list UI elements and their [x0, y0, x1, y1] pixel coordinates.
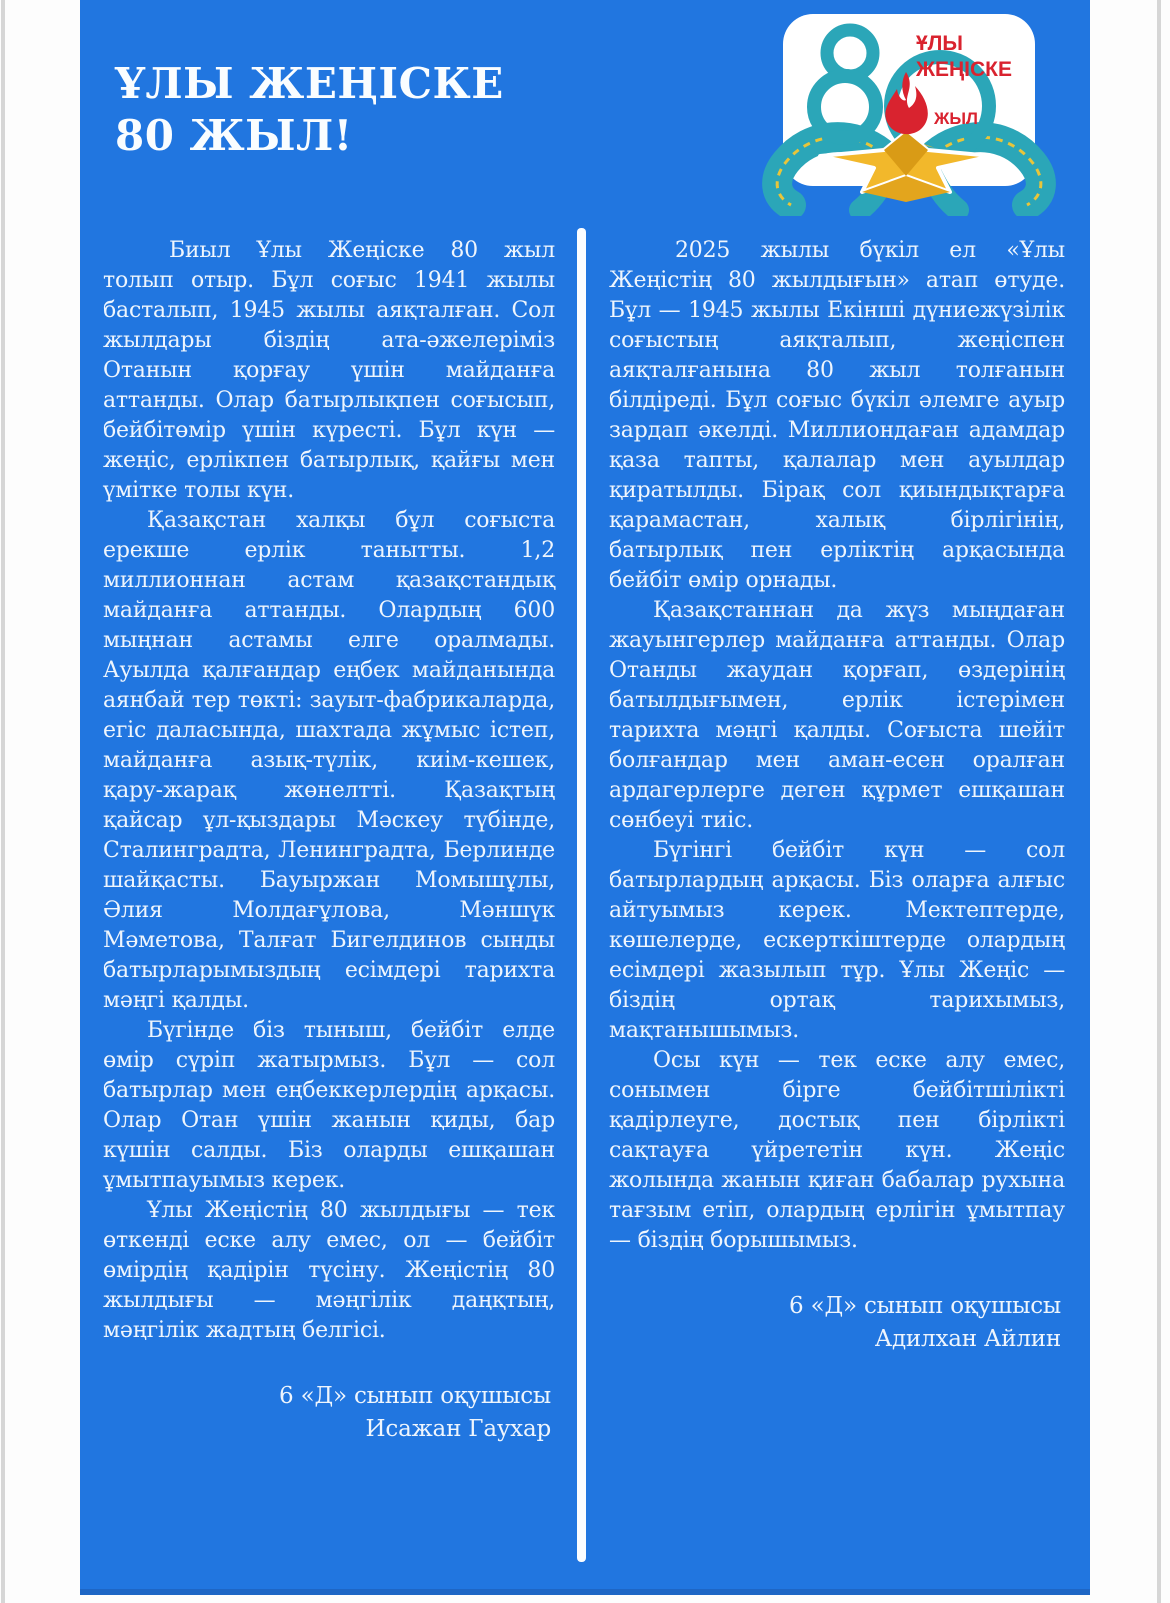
- left-paragraph-4: Ұлы Жеңістің 80 жылдығы — тек өткенді еске алу емес, ол — бейбіт өмірдің қадірін түсіну. Жеңістің 80 жылдығы — мәңгілік даңқтың, мәңгілік жадтың белгісі.: [103, 1198, 555, 1343]
- right-signature: [609, 1290, 1065, 1356]
- logo-caption-year: ЖЫЛ: [934, 109, 978, 128]
- left-column: [103, 236, 555, 1446]
- right-signature-name: Адилхан Айлин: [874, 1326, 1061, 1352]
- scan-edge-left: [1, 0, 5, 1603]
- left-signature-name: Исажан Гаухар: [365, 1416, 551, 1442]
- page-title-line1: ҰЛЫ ЖЕҢІСКЕ: [115, 59, 504, 108]
- anniversary-80-logo: [758, 6, 1068, 216]
- logo-caption-line2: ЖЕҢІСКЕ: [916, 58, 1012, 81]
- right-paragraph-4: Осы күн — тек еске алу емес, сонымен бірге бейбітшілікті қадірлеуге, достық пен бірлікті сақтауға үйрететін күн. Жеңіс жолында жанын қиған бабалар рухына тағзым етіп, олардың ерлігін ұмытпау — біздің борышымыз.: [609, 1048, 1065, 1253]
- text-columns: [103, 236, 1065, 1446]
- logo-caption-line1: ҰЛЫ: [916, 32, 963, 55]
- page-title-line2: 80 ЖЫЛ!: [115, 111, 353, 161]
- left-paragraph-2: Қазақстан халқы бұл соғыста ерекше ерлік танытты. 1,2 миллионнан астам қазақстандық майданға аттанды. Олардың 600 мыңнан астамы елге оралмады. Ауылда қалғандар еңбек майданында аянбай тер төкті: зауыт-фабрикаларда, егіс даласында, шахтада жұмыс істеп, майданға азық-түлік, киім-кешек, қару-жарақ жөнелтті. Қазақтың қайсар ұл-қыздары Мәскеу түбінде, Сталинградта, Ленинградта, Берлинде шайқасты. Бауыржан Момышұлы, Әлия Молдағұлова, Мәншүк Мәметова, Талғат Бигелдинов сынды батырларымыздың есімдері тарихта мәңгі қалды.: [103, 508, 555, 1013]
- right-paragraph-3: Бүгінгі бейбіт күн — сол батырлардың арқасы. Біз оларға алғыс айтуымыз керек. Мектептерде, көшелерде, ескерткіштерде олардың есімдері жазылып тұр. Ұлы Жеңіс — біздің ортақ тарихымыз, мақтанышымыз.: [609, 838, 1065, 1043]
- right-paragraph-2: Қазақстаннан да жүз мыңдаған жауынгерлер майданға аттанды. Олар Отанды жаудан қорғап, өздерінің батылдығымен, ерлік істерімен тарихта мәңгі қалды. Соғыста шейіт болғандар мен аман-есен оралған ардагерлерге деген құрмет ешқашан сөнбеуі тиіс.: [609, 598, 1065, 833]
- left-signature-role: 6 «Д» сынып оқушысы: [279, 1383, 551, 1409]
- column-gap: [555, 236, 609, 1446]
- right-paragraph-1: 2025 жылы бүкіл ел «Ұлы Жеңістің 80 жылдығын» атап өтуде. Бұл — 1945 жылы Екінші дүниежүзілік соғыстың аяқталып, жеңіспен аяқталғанына 80 жыл толғанын білдіреді. Бұл соғыс бүкіл әлемге ауыр зардап әкелді. Миллиондаған адамдар қаза тапты, қалалар мен ауылдар қиратылды. Бірақ сол қиындықтарға қарамастан, халық бірлігінің, батырлық пен ерліктің арқасында бейбіт өмір орнады.: [609, 238, 1065, 593]
- page-title: [115, 58, 504, 162]
- document-page: [80, 0, 1090, 1595]
- left-paragraph-1: Биыл Ұлы Жеңіске 80 жыл толып отыр. Бұл соғыс 1941 жылы басталып, 1945 жылы аяқталған. Сол жылдары біздің ата-әжелеріміз Отанын қорғау үшін майданға аттанды. Олар батырлықпен соғысып, бейбітөмір үшін күресті. Бұл күн — жеңіс, ерлікпен батырлық, қайғы мен үмітке толы күн.: [103, 238, 555, 503]
- right-signature-role: 6 «Д» сынып оқушысы: [789, 1293, 1061, 1319]
- left-signature: [103, 1380, 555, 1446]
- scan-edge-right: [1157, 0, 1161, 1603]
- right-column: [609, 236, 1065, 1446]
- anniversary-80-logo-graphic: [758, 6, 1068, 216]
- left-paragraph-3: Бүгінде біз тыныш, бейбіт елде өмір сүріп жатырмыз. Бұл — сол батырлар мен еңбеккерлердің арқасы. Олар Отан үшін жанын қиды, бар күшін салды. Біз оларды ешқашан ұмытпауымыз керек.: [103, 1018, 555, 1193]
